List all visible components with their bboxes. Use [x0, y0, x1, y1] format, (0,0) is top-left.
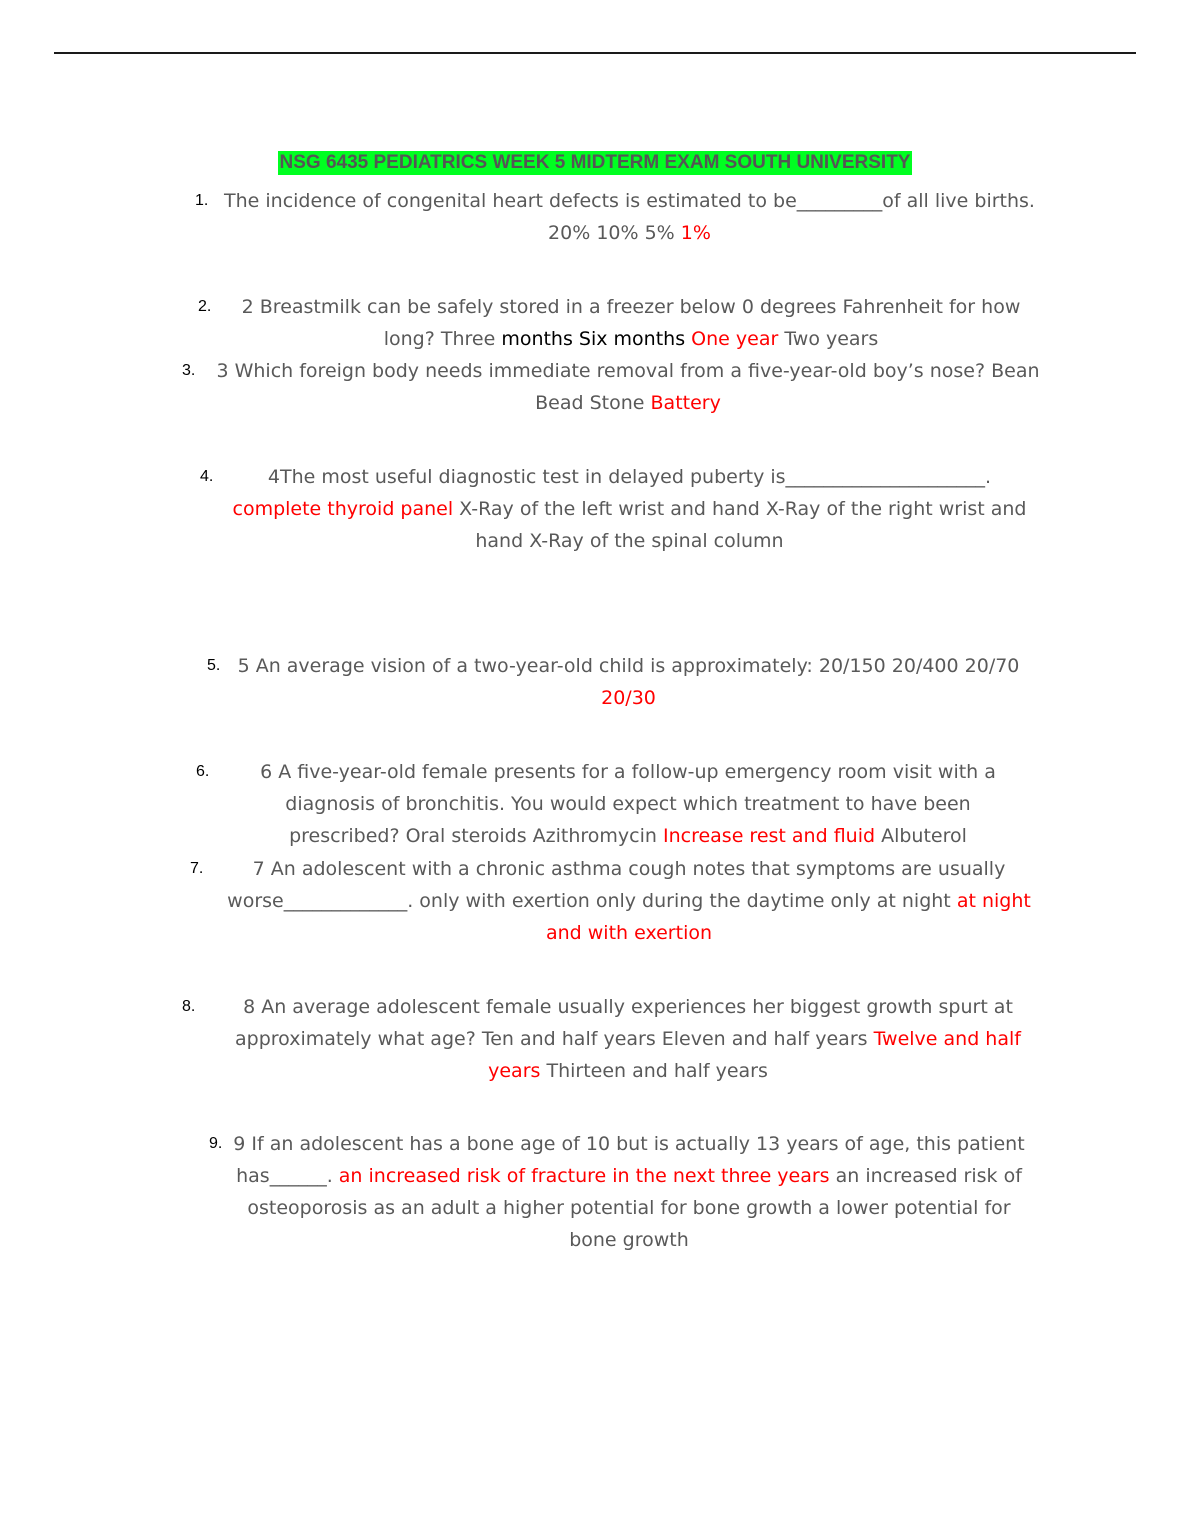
answer-highlight: Increase rest and fluid [662, 825, 876, 847]
exam-title: NSG 6435 PEDIATRICS WEEK 5 MIDTERM EXAM SOUTH UNIVERSITY [279, 152, 911, 173]
question-text [208, 355, 1048, 419]
question-text [224, 1128, 1034, 1256]
answer-highlight: Twelve and half years [488, 1028, 1021, 1082]
question-text [228, 756, 1028, 852]
question-text [226, 291, 1036, 355]
question-text [218, 853, 1040, 949]
answer-highlight: One year [691, 328, 779, 350]
question-stem: 6 A five-year-old female presents for a follow-up emergency room visit with a diagnosis of bronchitis. You would expect which treatment to have been prescribed? Oral steroids Azithromycin [260, 761, 996, 847]
question-number: 8. [182, 998, 196, 1015]
title-wrap [0, 151, 1190, 175]
question-number: 5. [207, 657, 221, 674]
question-stem: 4The most useful diagnostic test in delayed puberty is_____________________. [267, 466, 992, 488]
answer-highlight: at night and with exertion [545, 890, 1031, 944]
question-text [208, 991, 1048, 1087]
question-stem: 7 An adolescent with a chronic asthma cough notes that symptoms are usually worse_____________. only with exertion only during the daytime only at night [227, 858, 1006, 912]
question-stem: 5 An average vision of a two-year-old child is approximately: 20/150 20/400 20/70 [237, 655, 1020, 677]
question-stem: 8 An average adolescent female usually experiences her biggest growth spurt at approximately what age? Ten and half years Eleven and half years [235, 996, 1013, 1050]
question-text [222, 185, 1037, 249]
answer-highlight: 20/30 [601, 687, 656, 709]
option-trailing: Two years [778, 328, 879, 350]
question-number: 2. [198, 298, 212, 315]
question-text [236, 650, 1021, 714]
question-stem: 9 If an adolescent has a bone age of 10 but is actually 13 years of age, this patient has______. [233, 1133, 1025, 1187]
question-number: 6. [196, 763, 210, 780]
answer-highlight: complete thyroid panel [232, 498, 454, 520]
answer-highlight: an increased risk of fracture in the next three years [338, 1165, 830, 1187]
question-stem: 2 Breastmilk can be safely stored in a freezer below 0 degrees Fahrenheit for how long? Three [241, 296, 1021, 350]
option-black: months Six months [501, 328, 686, 350]
question-stem: The incidence of congenital heart defects is estimated to be_________of all live births. 20% 10% 5% [224, 190, 1035, 244]
question-number: 4. [200, 468, 214, 485]
question-number: 3. [182, 362, 196, 379]
question-number: 7. [190, 860, 204, 877]
question-number: 9. [209, 1135, 223, 1152]
answer-highlight: Battery [650, 392, 721, 414]
question-stem: 3 Which foreign body needs immediate removal from a five-year-old boy’s nose? Bean Bead Stone [216, 360, 1040, 414]
top-rule [54, 52, 1136, 54]
option-trailing: X-Ray of the left wrist and hand X-Ray of the right wrist and hand X-Ray of the spinal column [453, 498, 1027, 552]
option-trailing: Thirteen and half years [540, 1060, 768, 1082]
option-trailing: Albuterol [875, 825, 967, 847]
option-trailing: an increased risk of osteoporosis as an adult a higher potential for bone growth a lower potential for bone growth [247, 1165, 1022, 1251]
question-number: 1. [195, 192, 209, 209]
question-text [222, 461, 1037, 557]
answer-highlight: 1% [680, 222, 711, 244]
